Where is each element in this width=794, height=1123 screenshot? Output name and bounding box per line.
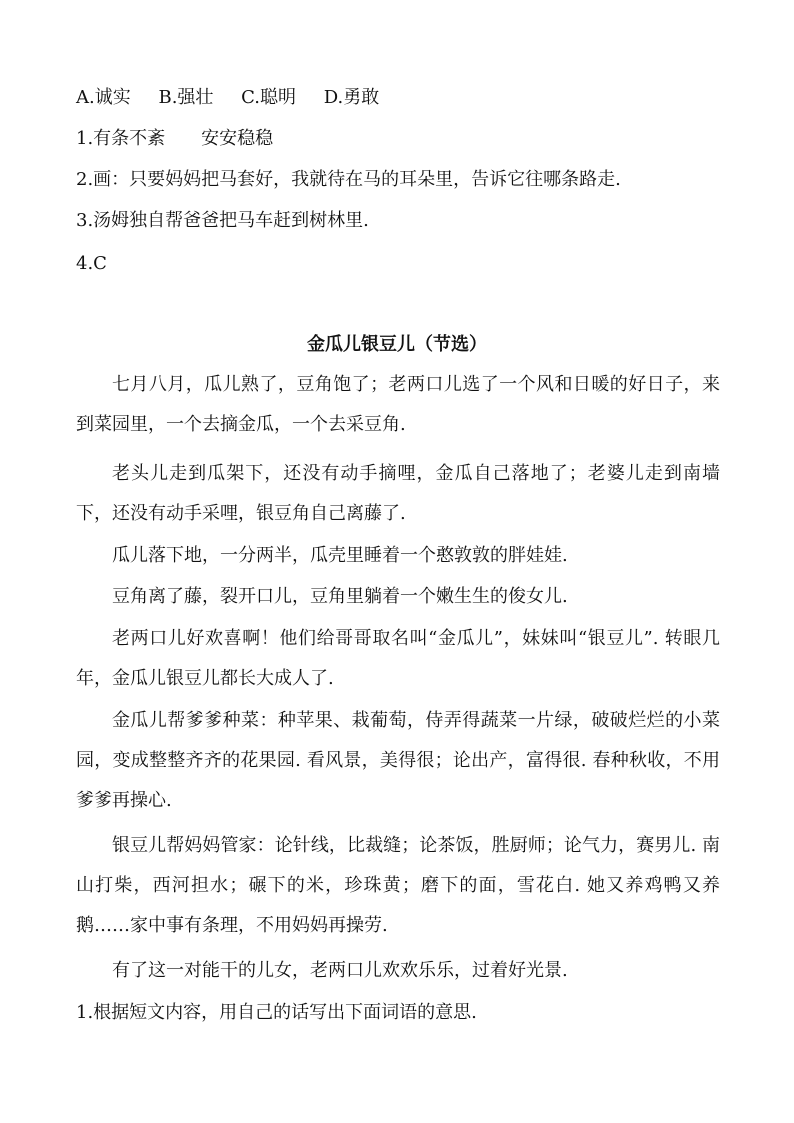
option-b: B.强壮 <box>158 87 214 108</box>
option-d: D.勇敢 <box>323 87 380 108</box>
paragraph-7: 银豆儿帮妈妈管家：论针线，比裁缝；论茶饭，胜厨师；论气力，赛男儿. 南山打柴，西河担水；碾下的米，珍珠黄；磨下的面，雪花白. 她又养鸡鸭又养鹅……家中事有条理，不用妈妈再操劳. <box>76 835 720 936</box>
answer-3: 3.汤姆独自帮爸爸把马车赶到树林里. <box>76 210 369 231</box>
paragraph-1: 七月八月，瓜儿熟了，豆角饱了；老两口儿选了一个风和日暖的好日子，来到菜园里，一个去摘金瓜，一个去采豆角. <box>76 374 720 435</box>
answer-1: 1.有条不紊 安安稳稳 <box>76 128 274 149</box>
passage-title: 金瓜儿银豆儿（节选） <box>307 334 487 355</box>
answer-2: 2.画：只要妈妈把马套好，我就待在马的耳朵里，告诉它往哪条路走. <box>76 169 621 190</box>
answer-options <box>76 86 401 110</box>
paragraph-8: 有了这一对能干的儿女，老两口儿欢欢乐乐，过着好光景. <box>112 960 568 981</box>
paragraph-5: 老两口儿好欢喜啊！他们给哥哥取名叫“金瓜儿”，妹妹叫“银豆儿”. 转眼几年，金瓜儿银豆儿都长大成人了. <box>76 628 720 689</box>
paragraph-6: 金瓜儿帮爹爹种菜：种苹果、栽葡萄，侍弄得蔬菜一片绿，破破烂烂的小菜园，变成整整齐齐的花果园. 看风景，美得很；论出产，富得很. 春种秋收，不用爹爹再操心. <box>76 710 720 811</box>
option-c: C.聪明 <box>241 87 297 108</box>
paragraph-2: 老头儿走到瓜架下，还没有动手摘哩，金瓜自己落地了；老婆儿走到南墙下，还没有动手采哩，银豆角自己离藤了. <box>76 463 720 524</box>
answer-4: 4.C <box>76 253 107 274</box>
paragraph-4: 豆角离了藤，裂开口儿，豆角里躺着一个嫩生生的俊女儿. <box>112 586 568 607</box>
paragraph-3: 瓜儿落下地，一分两半，瓜壳里睡着一个憨敦敦的胖娃娃. <box>112 545 568 566</box>
option-a: A.诚实 <box>76 87 131 108</box>
question-1: 1.根据短文内容，用自己的话写出下面词语的意思. <box>76 1002 477 1023</box>
